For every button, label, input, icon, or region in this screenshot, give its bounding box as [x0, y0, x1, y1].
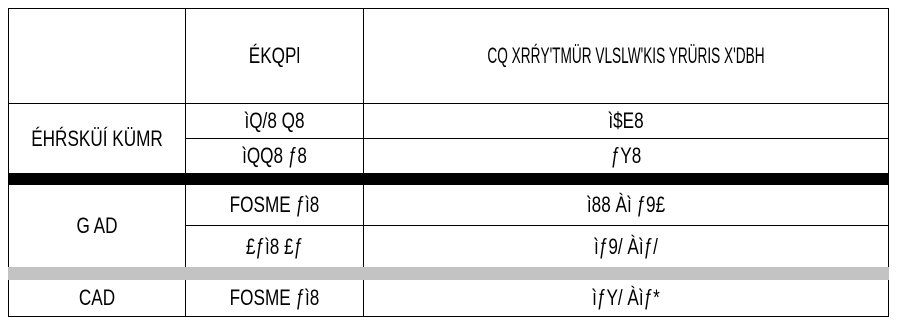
header-cell-col3: CQ XRŔY'TMÜR VLSLW'KIS YRÜRIS X'DBH [487, 43, 765, 68]
table-cell: £ƒì8 £ƒ [245, 233, 304, 259]
group-separator-grey [8, 267, 889, 280]
group-label: ÉHŔSKÜÍ KÜMR [31, 125, 163, 151]
table-cell: ì$E8 [608, 108, 644, 133]
table-cell: ìƒY/ Àìƒ* [592, 285, 660, 310]
table-cell: ìƒ9/ Àìƒ/ [594, 233, 658, 259]
header-cell-col2: ÉKQPl [248, 43, 301, 68]
table-cell: FOSME ƒì8 [229, 285, 320, 310]
table-cell: ìQQ8 ƒ8 [242, 143, 307, 168]
group-label: CAD [78, 285, 116, 310]
table-cell: FOSME ƒì8 [229, 192, 320, 217]
group-separator-thick [8, 173, 889, 185]
table-cell: ì88 Àì ƒ9£ [586, 192, 666, 217]
table-cell: ƒY8 [610, 143, 642, 168]
table-cell: ìQ/8 Q8 [244, 108, 305, 133]
table-border-bottom [8, 316, 889, 317]
group-label: G AD [76, 213, 118, 238]
